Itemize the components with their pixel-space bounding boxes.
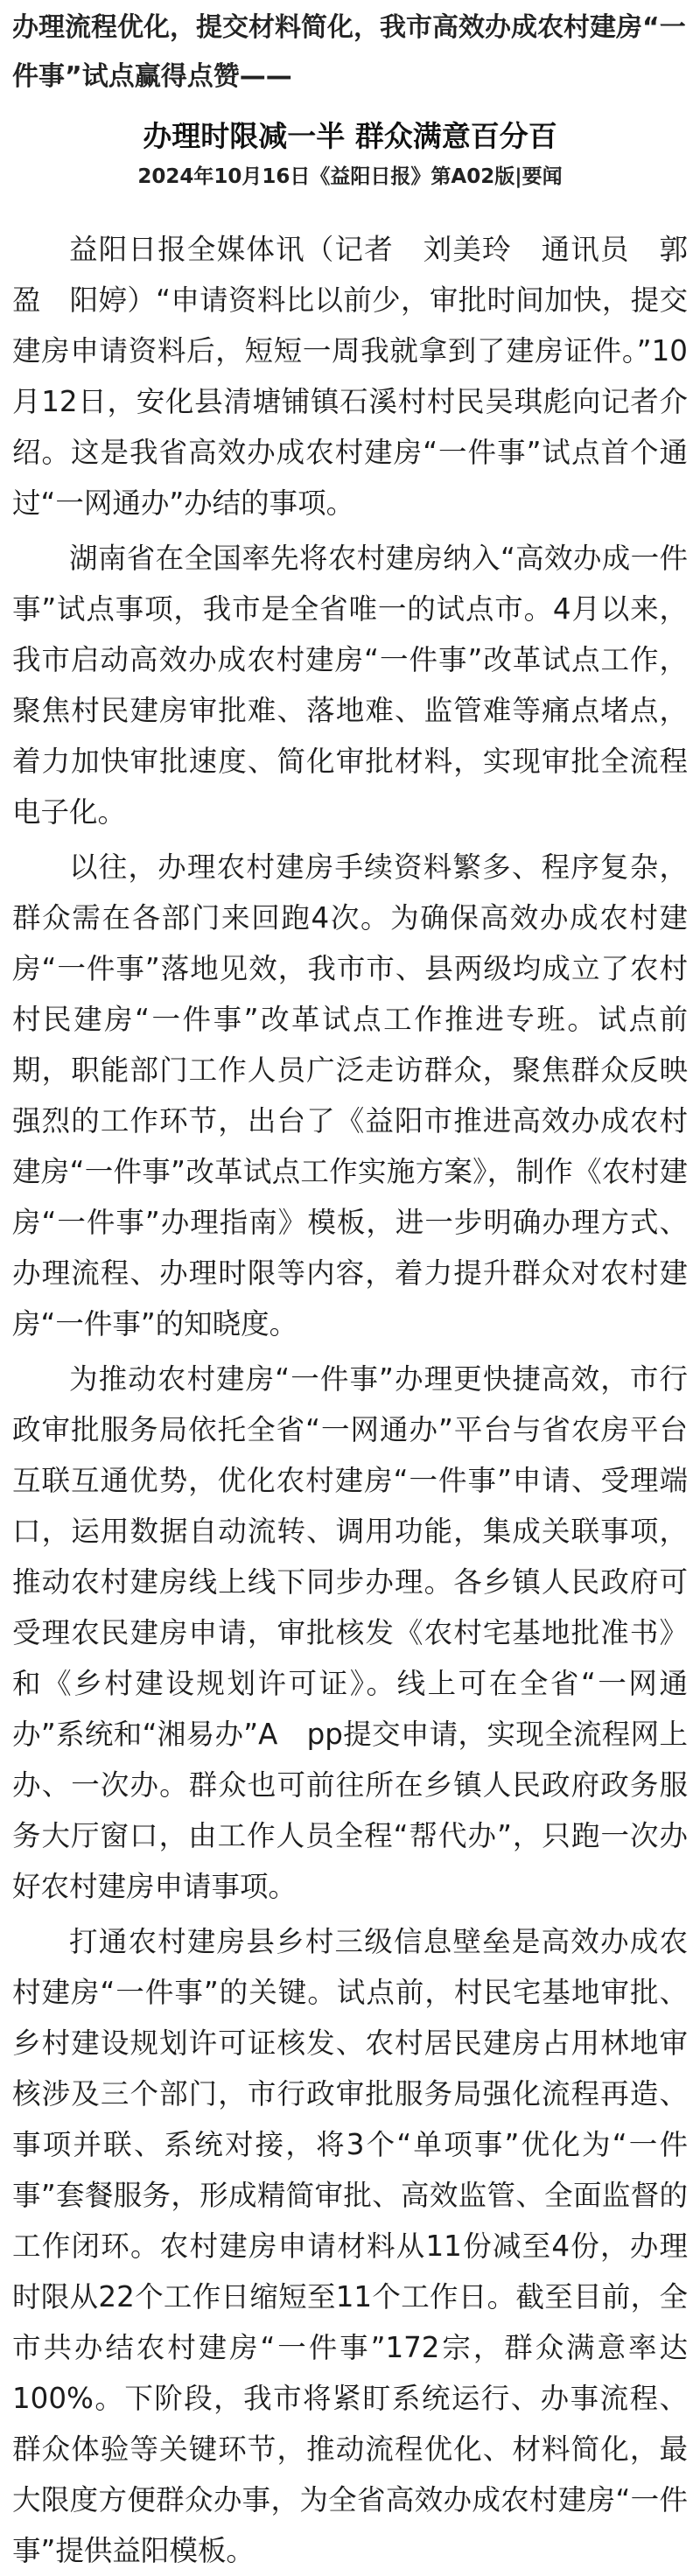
article-paragraph: 为推动农村建房“一件事”办理更快捷高效，市行政审批服务局依托全省“一网通办”平台与省农房平台互联互通优势，优化农村建房“一件事”申请、受理端口，运用数据自动流转、调用功能，集成关联事项，推动农村建房线上线下同步办理。各乡镇人民政府可受理农民建房申请，审批核发《农村宅基地批准书》和《乡村建设规划许可证》。线上可在全省“一网通办”系统和“湘易办”A pp提交申请，实现全流程网上办、一次办。群众也可前往所在乡镇人民政府政务服务大厅窗口，由工作人员全程“帮代办”，只跑一次办好农村建房申请事项。 — [12, 1362, 688, 1903]
article-body — [12, 224, 688, 2576]
lead-subtitle: 办理流程优化，提交材料简化，我市高效办成农村建房“一件事”试点赢得点赞—— — [12, 12, 686, 92]
headline: 办理时限减一半 群众满意百分百 — [143, 119, 557, 153]
article-paragraph: 以往，办理农村建房手续资料繁多、程序复杂，群众需在各部门来回跑4次。为确保高效办成农村建房“一件事”落地见效，我市市、县两级均成立了农村村民建房“一件事”改革试点工作推进专班。试点前期，职能部门工作人员广泛走访群众，聚焦群众反映强烈的工作环节，出台了《益阳市推进高效办成农村建房“一件事”改革试点工作实施方案》，制作《农村建房“一件事”办理指南》模板，进一步明确办理方式、办理流程、办理时限等内容，着力提升群众对农村建房“一件事”的知晓度。 — [12, 850, 688, 1340]
dateline: 2024年10月16日《益阳日报》第A02版|要闻 — [137, 165, 563, 188]
article-paragraph: 湖南省在全国率先将农村建房纳入“高效办成一件事”试点事项，我市是全省唯一的试点市。4月以来，我市启动高效办成农村建房“一件事”改革试点工作，聚焦村民建房审批难、落地难、监管难等痛点堵点，着力加快审批速度、简化审批材料，实现审批全流程电子化。 — [12, 542, 688, 829]
article-paragraph: 益阳日报全媒体讯（记者 刘美玲 通讯员 郭盈 阳婷）“申请资料比以前少，审批时间加快，提交建房申请资料后，短短一周我就拿到了建房证件。”10月12日，安化县清塘铺镇石溪村村民吴琪彪向记者介绍。这是我省高效办成农村建房“一件事”试点首个通过“一网通办”办结的事项。 — [12, 233, 688, 520]
article-paragraph: 打通农村建房县乡村三级信息壁垒是高效办成农村建房“一件事”的关键。试点前，村民宅基地审批、乡村建设规划许可证核发、农村居民建房占用林地审核涉及三个部门，市行政审批服务局强化流程再造、事项并联、系统对接，将3个“单项事”优化为“一件事”套餐服务，形成精简审批、高效监管、全面监督的工作闭环。农村建房申请材料从11份减至4份，办理时限从22个工作日缩短至11个工作日。截至目前，全市共办结农村建房“一件事”172宗，群众满意率达100%。下阶段，我市将紧盯系统运行、办事流程、群众体验等关键环节，推动流程优化、材料简化，最大限度方便群众办事，为全省高效办成农村建房“一件事”提供益阳模板。 — [12, 1925, 688, 2567]
